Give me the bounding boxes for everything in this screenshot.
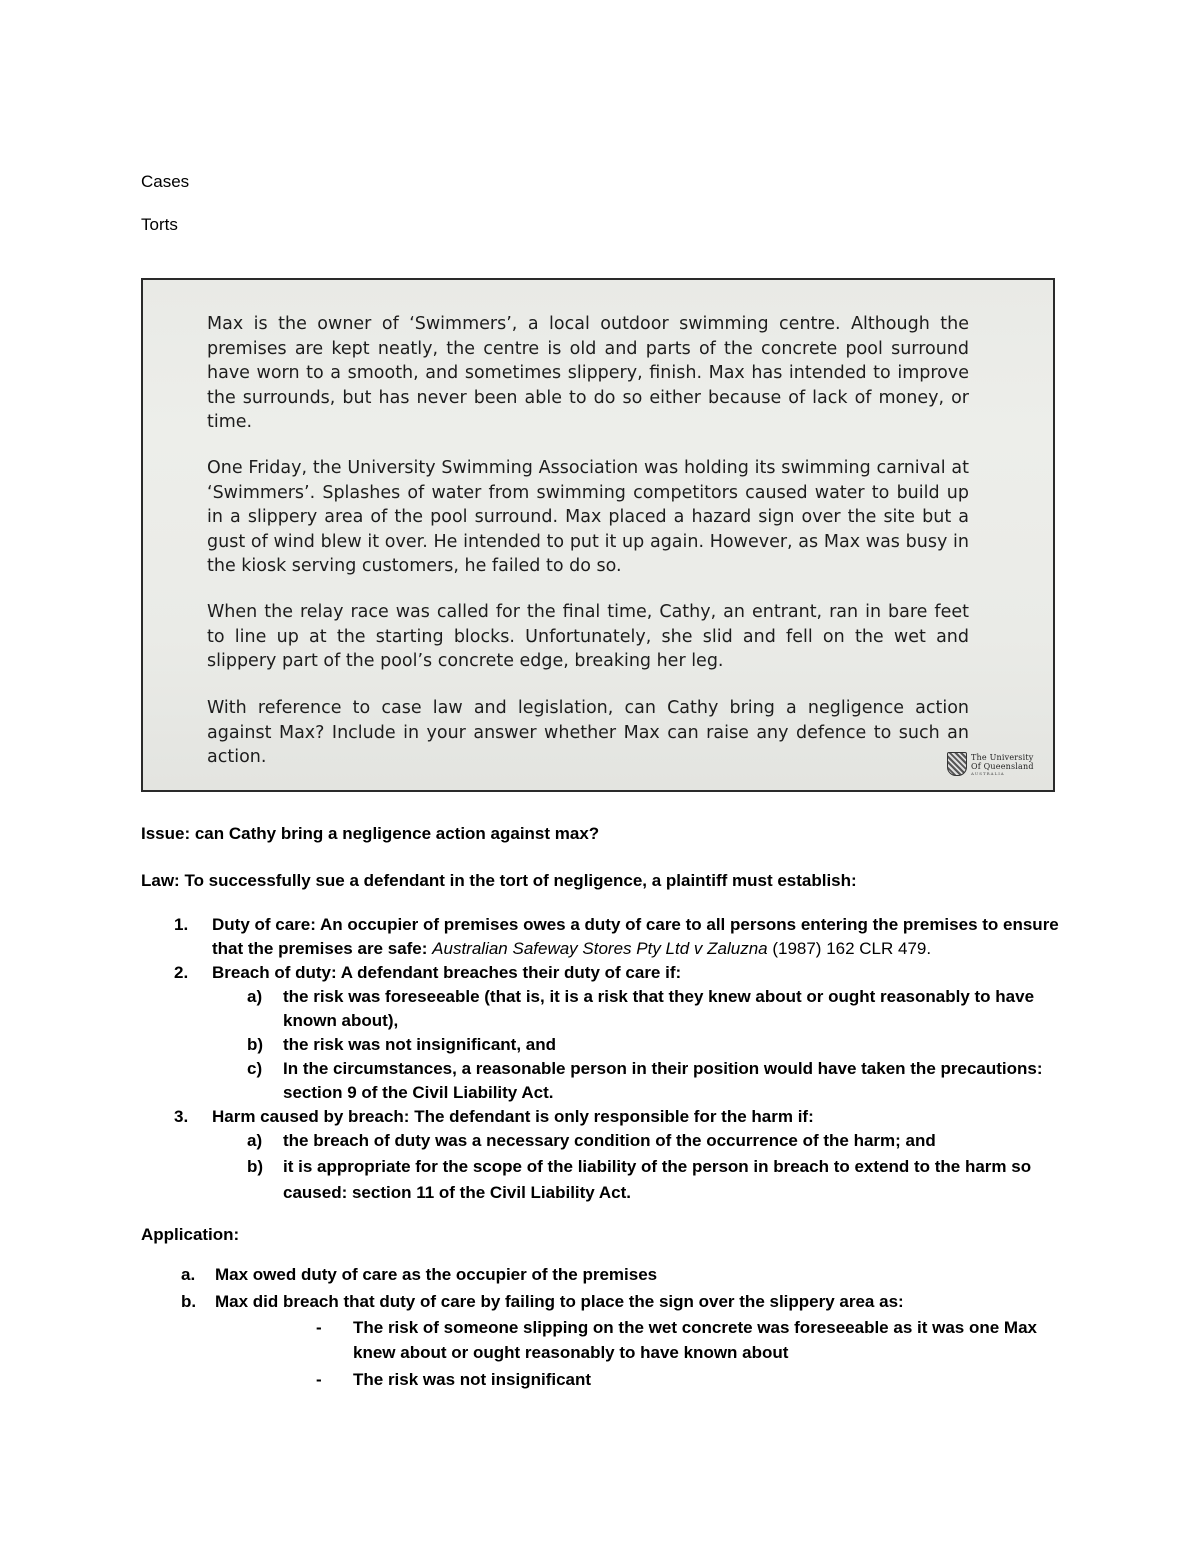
law-item-3-text: Harm caused by breach: The defendant is only responsible for the harm if: — [212, 1107, 814, 1126]
law-item-2c-line-2: section 9 of the Civil Liability Act. — [283, 1083, 554, 1102]
law-item-3-number: 3. — [174, 1107, 189, 1126]
case-citation: Australian Safeway Stores Pty Ltd v Zaluzna — [432, 939, 768, 958]
application-dash-2: - — [316, 1370, 322, 1389]
law-item-1-line-1: Duty of care: An occupier of premises owes a duty of care to all persons entering the premises to ensure — [212, 915, 1059, 934]
law-item-3b-line-1: it is appropriate for the scope of the liability of the person in breach to extend to the harm so — [283, 1157, 1032, 1176]
law-item-1-post: (1987) 162 CLR 479. — [767, 939, 932, 958]
question-paragraph-2: One Friday, the University Swimming Association was holding its swimming carnival at ‘Swimmers’. Splashes of water from swimming competitors caused water to build up in a slippery area of the pool surround. Max placed a hazard sign over the site but a gust of wind blew it over. He intended to put it up again. However, as Max was busy in the kiosk serving customers, he failed to do so. — [207, 458, 969, 576]
application-a-label: a. — [181, 1265, 196, 1284]
law-item-2a-line-1: the risk was foreseeable (that is, it is a risk that they knew about or ought reasonably to have — [283, 987, 1035, 1006]
law-item-1-number: 1. — [174, 915, 189, 934]
law-intro: Law: To successfully sue a defendant in the tort of negligence, a plaintiff must establish: — [141, 871, 857, 890]
law-item-2a-line-2: known about), — [283, 1011, 399, 1030]
question-paragraph-4: With reference to case law and legislation, can Cathy bring a negligence action against Max? Include in your answer whether Max can raise any defence to such an action. — [207, 698, 969, 767]
law-item-2c-line-1: In the circumstances, a reasonable person in their position would have taken the precautions: — [283, 1059, 1043, 1078]
law-item-2-number: 2. — [174, 963, 189, 982]
question-paragraph-1: Max is the owner of ‘Swimmers’, a local outdoor swimming centre. Although the premises are kept neatly, the centre is old and parts of the concrete pool surround have worn to a smooth, and sometimes slippery, finish. Max has intended to improve the surrounds, but has never been able to do so either because of lack of money, or time. — [207, 314, 969, 432]
scanned-question-image — [141, 278, 1055, 792]
law-item-1-pre: that the premises are safe: — [212, 939, 433, 958]
application-bullet-1-line-1: The risk of someone slipping on the wet concrete was foreseeable as it was one Max — [353, 1318, 1037, 1337]
application-b-text: Max did breach that duty of care by failing to place the sign over the slippery area as: — [215, 1292, 904, 1311]
crest-icon — [947, 752, 967, 776]
law-item-2a-label: a) — [247, 987, 263, 1006]
page-subtitle: Torts — [141, 215, 178, 234]
law-item-3b-line-2: caused: section 11 of the Civil Liability Act. — [283, 1183, 631, 1202]
application-a-text: Max owed duty of care as the occupier of the premises — [215, 1265, 658, 1284]
law-item-2c-label: c) — [247, 1059, 263, 1078]
logo-line-1: The University — [971, 752, 1034, 762]
law-item-2b-label: b) — [247, 1035, 264, 1054]
law-item-3a-text: the breach of duty was a necessary condition of the occurrence of the harm; and — [283, 1131, 936, 1150]
application-b-label: b. — [181, 1292, 197, 1311]
application-heading: Application: — [141, 1225, 240, 1244]
university-logo — [947, 750, 1045, 778]
logo-line-3: AUSTRALIA — [971, 770, 1005, 776]
law-item-3a-label: a) — [247, 1131, 263, 1150]
logo-line-2: Of Queensland — [971, 761, 1034, 771]
application-bullet-1-line-2: knew about or ought reasonably to have known about — [353, 1343, 789, 1362]
issue-line: Issue: can Cathy bring a negligence action against max? — [141, 824, 600, 843]
application-bullet-2: The risk was not insignificant — [353, 1370, 592, 1389]
question-paragraph-3: When the relay race was called for the final time, Cathy, an entrant, ran in bare feet to line up at the starting blocks. Unfortunately, she slid and fell on the wet and slippery part of the pool’s concrete edge, breaking her leg. — [207, 602, 969, 671]
law-item-2-text: Breach of duty: A defendant breaches their duty of care if: — [212, 963, 682, 982]
application-dash-1: - — [316, 1318, 322, 1337]
law-item-1-line-2 — [212, 937, 931, 961]
page-title: Cases — [141, 172, 190, 191]
law-item-2b-text: the risk was not insignificant, and — [283, 1035, 556, 1054]
law-item-3b-label: b) — [247, 1157, 264, 1176]
